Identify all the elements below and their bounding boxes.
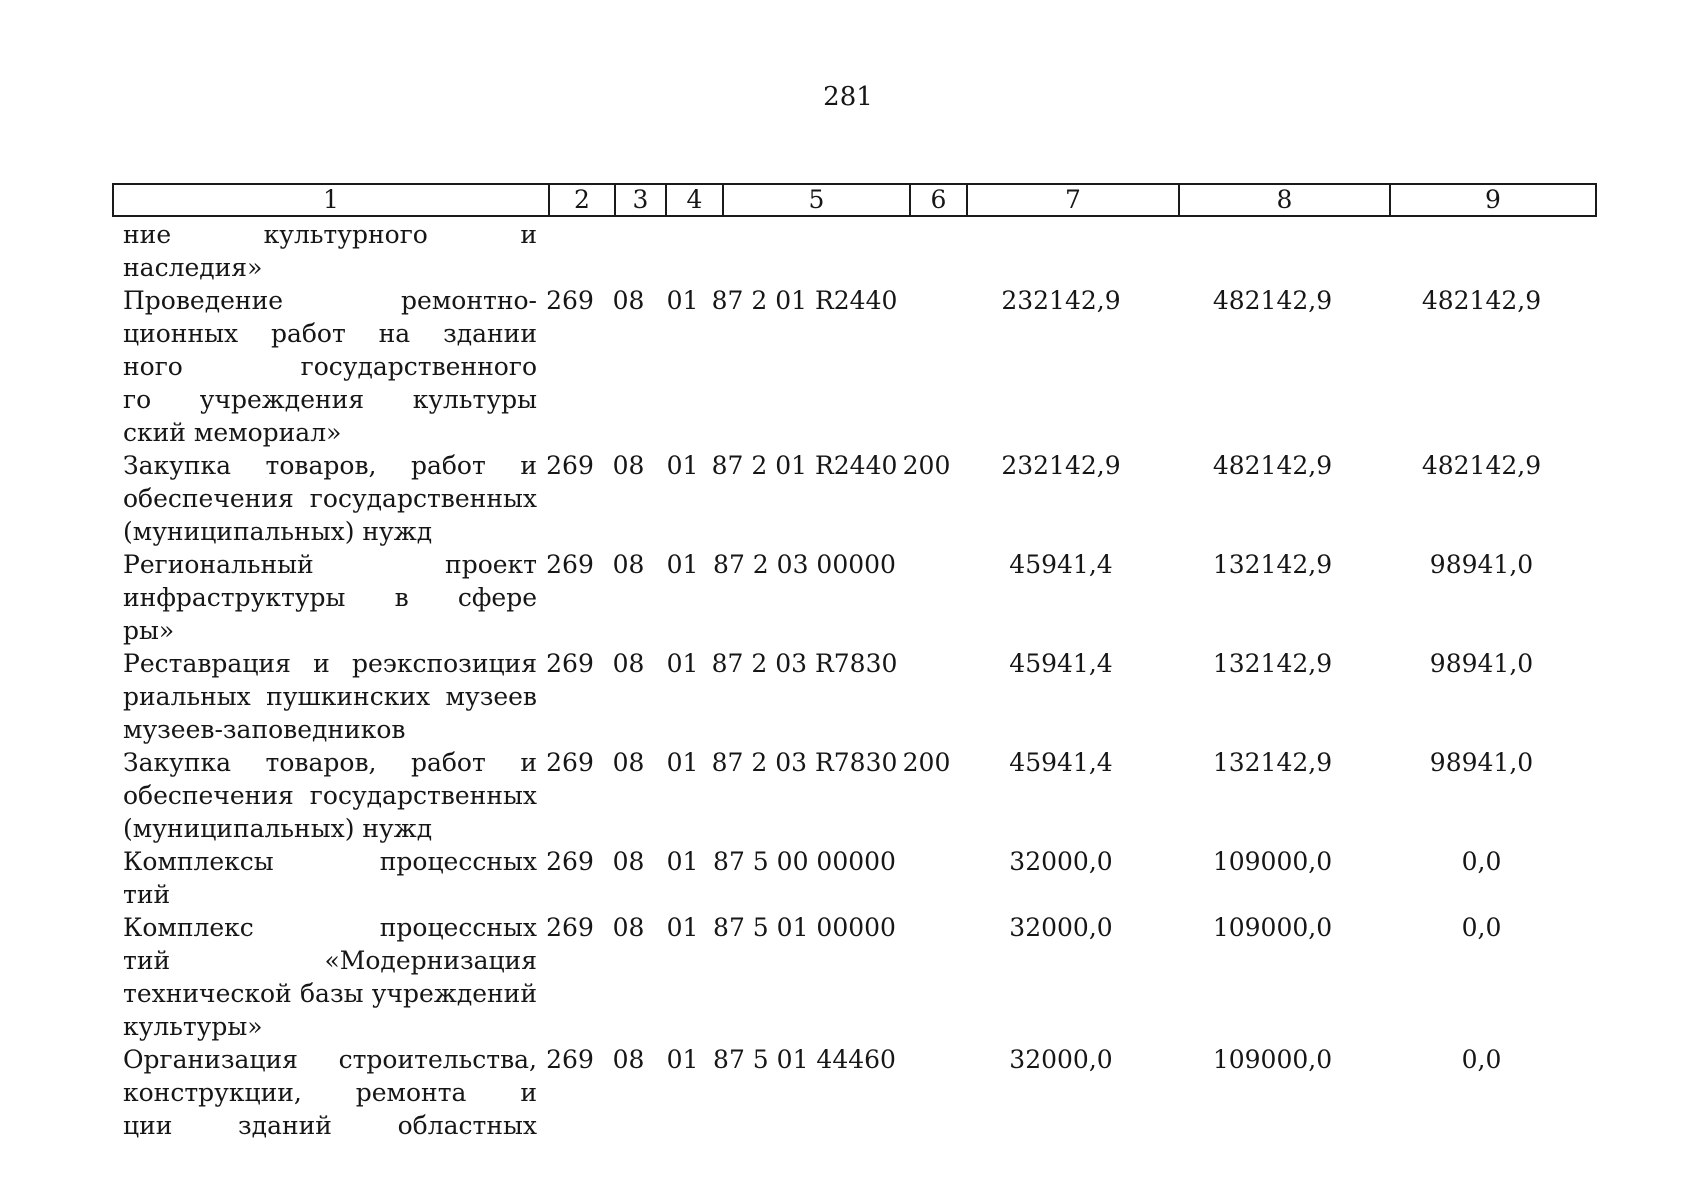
item-name-line: Комплексы процессных — [123, 847, 537, 876]
item-name — [112, 1043, 537, 1142]
target-article-code: 87 2 01 R2440 — [711, 286, 898, 315]
column-header-2: 2 — [549, 184, 615, 216]
amount-col-7: 45941,4 — [1009, 550, 1113, 579]
expense-type-code: 200 — [902, 451, 951, 480]
item-name-line: инфраструктуры в сфере — [123, 583, 537, 612]
amount-col-7: 45941,4 — [1009, 649, 1113, 678]
amount-col-8: 109000,0 — [1212, 1045, 1333, 1074]
chapter-code: 269 — [546, 286, 594, 315]
table-row — [112, 911, 1595, 1043]
chapter-code: 269 — [546, 550, 594, 579]
column-header-row — [113, 184, 1596, 216]
table-row — [112, 284, 1595, 449]
item-name-line: конструкции, ремонта и — [123, 1078, 537, 1107]
section-code: 08 — [612, 1045, 645, 1074]
table-row — [112, 845, 1595, 911]
item-name-line: (муниципальных) нужд — [123, 517, 433, 546]
item-name-line: обеспечения государственных — [123, 781, 537, 810]
expense-type-code: 200 — [902, 748, 951, 777]
item-name-line: Реставрация и реэкспозиция — [123, 649, 537, 678]
amount-col-9: 98941,0 — [1429, 550, 1534, 579]
section-code: 08 — [612, 550, 645, 579]
section-code: 08 — [612, 451, 645, 480]
target-article-code: 87 5 01 44460 — [713, 1045, 896, 1074]
item-name-line: Региональный проект — [123, 550, 537, 579]
item-name-line: Комплекс процессных — [123, 913, 537, 942]
chapter-code: 269 — [546, 649, 594, 678]
item-name — [112, 911, 537, 1043]
item-name — [112, 845, 537, 911]
item-name — [112, 746, 537, 845]
table-row — [112, 449, 1595, 548]
subsection-code: 01 — [666, 748, 699, 777]
amount-col-8: 132142,9 — [1212, 748, 1333, 777]
amount-col-7: 32000,0 — [1009, 847, 1113, 876]
amount-col-7: 32000,0 — [1009, 913, 1113, 942]
item-name-line: ционных работ на здании — [123, 319, 537, 348]
amount-col-7: 45941,4 — [1009, 748, 1113, 777]
chapter-code: 269 — [546, 913, 594, 942]
amount-col-8: 482142,9 — [1212, 286, 1333, 315]
target-article-code: 87 5 01 00000 — [713, 913, 896, 942]
amount-col-9: 482142,9 — [1421, 286, 1542, 315]
item-name-line: ние культурного и — [123, 220, 537, 249]
amount-col-7: 232142,9 — [1001, 286, 1121, 315]
item-name — [112, 449, 537, 548]
column-header-8: 8 — [1179, 184, 1390, 216]
item-name — [112, 647, 537, 746]
column-header-1: 1 — [113, 184, 549, 216]
column-header-5: 5 — [723, 184, 910, 216]
section-code: 08 — [612, 748, 645, 777]
table-row — [112, 1043, 1595, 1142]
item-name-line: риальных пушкинских музеев — [123, 682, 537, 711]
column-header-9: 9 — [1390, 184, 1596, 216]
item-name-line: тий — [123, 880, 171, 909]
amount-col-9: 98941,0 — [1429, 748, 1534, 777]
target-article-code: 87 2 03 R7830 — [711, 649, 898, 678]
table-row — [112, 647, 1595, 746]
item-name — [112, 284, 537, 449]
item-name-line: ры» — [123, 616, 175, 645]
target-article-code: 87 2 01 R2440 — [711, 451, 898, 480]
item-name — [112, 548, 537, 647]
section-code: 08 — [612, 286, 645, 315]
item-name-line: ции зданий областных — [123, 1111, 537, 1140]
item-name-line: Закупка товаров, работ и — [123, 451, 537, 480]
item-name-line: ного государственного — [123, 352, 537, 381]
section-code: 08 — [612, 847, 645, 876]
amount-col-8: 109000,0 — [1212, 847, 1333, 876]
item-name-line: Проведение ремонтно- — [123, 286, 537, 315]
amount-col-9: 0,0 — [1461, 913, 1502, 942]
chapter-code: 269 — [546, 748, 594, 777]
column-header-table — [112, 183, 1597, 217]
subsection-code: 01 — [666, 847, 699, 876]
amount-col-7: 232142,9 — [1001, 451, 1121, 480]
subsection-code: 01 — [666, 649, 699, 678]
target-article-code: 87 5 00 00000 — [713, 847, 896, 876]
page-number: 281 — [823, 82, 873, 112]
item-name-line: технической базы учреждений — [123, 979, 537, 1008]
section-code: 08 — [612, 649, 645, 678]
column-header-6: 6 — [910, 184, 967, 216]
column-header-7: 7 — [967, 184, 1179, 216]
item-name-line: культуры» — [123, 1012, 263, 1041]
item-name-line: музеев-заповедников — [123, 715, 406, 744]
table-row — [112, 218, 1595, 284]
item-name-line: ский мемориал» — [123, 418, 342, 447]
subsection-code: 01 — [666, 451, 699, 480]
amount-col-7: 32000,0 — [1009, 1045, 1113, 1074]
amount-col-9: 482142,9 — [1421, 451, 1542, 480]
target-article-code: 87 2 03 R7830 — [711, 748, 898, 777]
subsection-code: 01 — [666, 1045, 699, 1074]
amount-col-9: 0,0 — [1461, 847, 1502, 876]
budget-table-body — [112, 218, 1595, 1142]
item-name-line: (муниципальных) нужд — [123, 814, 433, 843]
table-row — [112, 548, 1595, 647]
item-name-line: обеспечения государственных — [123, 484, 537, 513]
section-code: 08 — [612, 913, 645, 942]
amount-col-8: 132142,9 — [1212, 649, 1333, 678]
column-header-4: 4 — [666, 184, 723, 216]
amount-col-9: 0,0 — [1461, 1045, 1502, 1074]
amount-col-8: 482142,9 — [1212, 451, 1333, 480]
column-header-3: 3 — [615, 184, 666, 216]
chapter-code: 269 — [546, 847, 594, 876]
item-name — [112, 218, 537, 284]
item-name-line: Закупка товаров, работ и — [123, 748, 537, 777]
subsection-code: 01 — [666, 550, 699, 579]
subsection-code: 01 — [666, 286, 699, 315]
amount-col-8: 109000,0 — [1212, 913, 1333, 942]
item-name-line: наследия» — [123, 253, 263, 282]
chapter-code: 269 — [546, 451, 594, 480]
chapter-code: 269 — [546, 1045, 594, 1074]
amount-col-8: 132142,9 — [1212, 550, 1333, 579]
item-name-line: тий «Модернизация — [123, 946, 537, 975]
subsection-code: 01 — [666, 913, 699, 942]
table-row — [112, 746, 1595, 845]
target-article-code: 87 2 03 00000 — [713, 550, 896, 579]
amount-col-9: 98941,0 — [1429, 649, 1534, 678]
item-name-line: Организация строительства, — [123, 1045, 537, 1074]
item-name-line: го учреждения культуры — [123, 385, 537, 414]
